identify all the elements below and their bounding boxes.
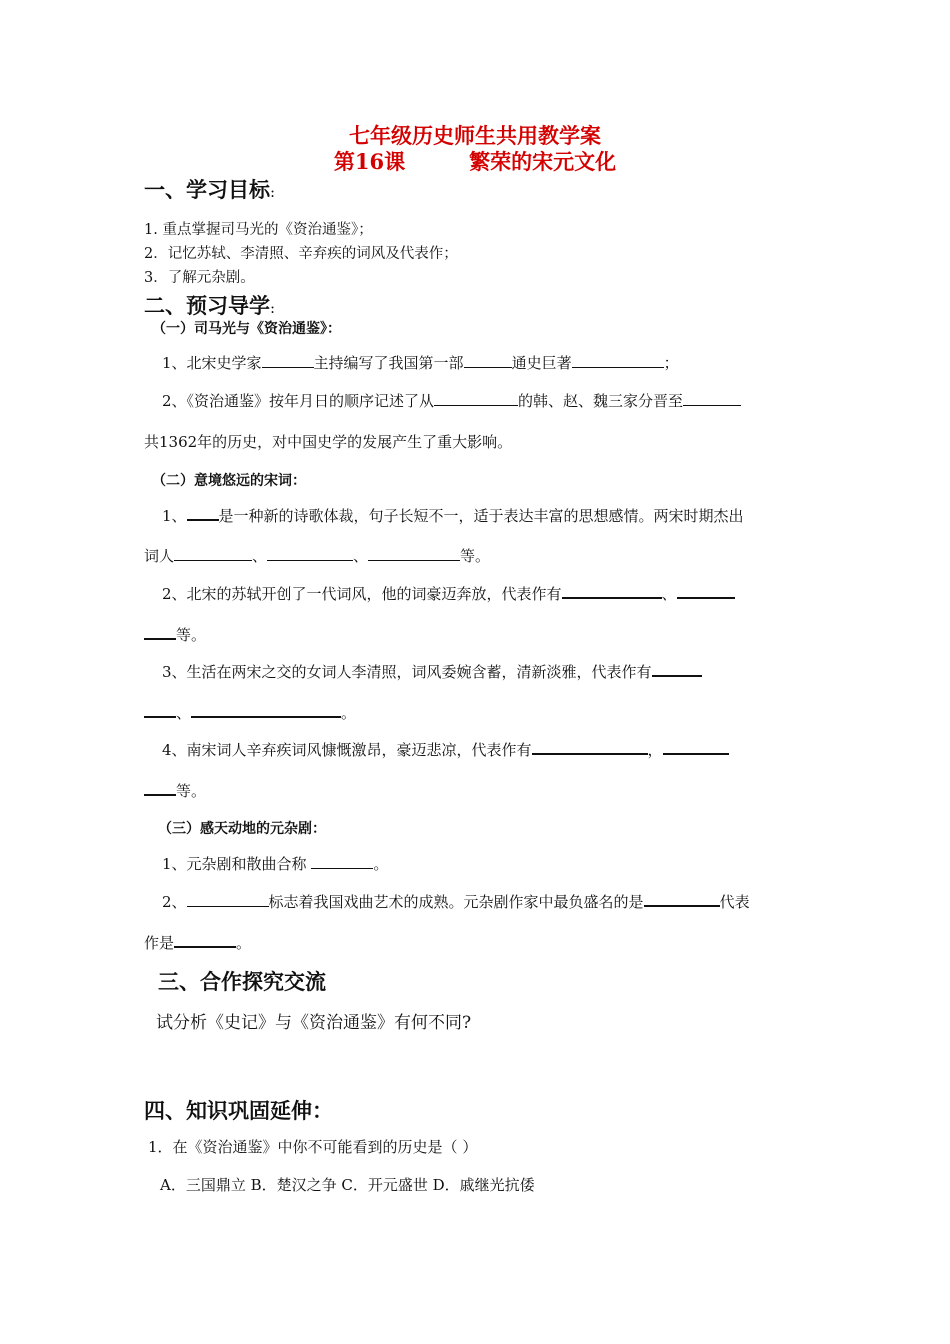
- part2-q4-cont: [144, 780, 206, 801]
- q-text: 2、北宋的苏轼开创了一代词风，他的词豪迈奔放，代表作有: [162, 585, 562, 603]
- answer-blank[interactable]: [191, 704, 341, 718]
- q-text: 。: [341, 704, 357, 722]
- q-text: 。: [373, 855, 389, 873]
- section1-heading-text: 一、学习目标: [144, 177, 270, 202]
- q-text: 、: [176, 704, 192, 722]
- q-text: 作是: [144, 934, 175, 952]
- answer-blank[interactable]: [144, 626, 176, 640]
- answer-blank[interactable]: [464, 355, 512, 368]
- part1-q2: [162, 390, 741, 411]
- q-text: 2、: [162, 893, 187, 911]
- q-text: 、: [252, 547, 268, 565]
- lesson-name: 繁荣的宋元文化: [469, 149, 617, 174]
- part3-q1: [162, 853, 388, 874]
- answer-blank[interactable]: [187, 507, 219, 521]
- q-text: 1、: [162, 507, 187, 525]
- q-text: 等。: [176, 626, 207, 644]
- page-title: 七年级历史师生共用教学案: [349, 123, 601, 148]
- answer-blank[interactable]: [663, 741, 729, 755]
- q-text: 2、《资治通鉴》按年月日的顺序记述了从: [162, 392, 435, 410]
- part2-q1-cont: [144, 545, 490, 566]
- part3-q2: [162, 891, 750, 912]
- q-text: 4、南宋词人辛弃疾词风慷慨激昂，豪迈悲凉，代表作有: [162, 741, 532, 759]
- q-text: 1、北宋史学家: [162, 354, 262, 372]
- part2-q2-cont: [144, 624, 206, 645]
- section2-heading-text: 二、预习导学: [144, 293, 270, 318]
- q-text: 、: [661, 585, 677, 603]
- q-text: 是一种新的诗歌体裁，句子长短不一，适于表达丰富的思想感情。两宋时期杰出: [218, 507, 744, 525]
- q-text: 、: [353, 547, 369, 565]
- section1-heading-colon: :: [270, 183, 276, 201]
- answer-blank[interactable]: [572, 355, 664, 368]
- q-text: 。: [236, 934, 252, 952]
- q-text: 1、元杂剧和散曲合称: [162, 855, 312, 873]
- answer-blank[interactable]: [368, 548, 460, 561]
- q-text: 代表: [719, 893, 750, 911]
- answer-blank[interactable]: [562, 585, 662, 599]
- section4-heading-text: 四、知识巩固延伸: [144, 1098, 312, 1123]
- q-text: 词人: [144, 547, 175, 565]
- q-text: 等。: [460, 547, 491, 565]
- q-text: 主持编写了我国第一部: [313, 354, 464, 372]
- answer-blank[interactable]: [187, 894, 269, 907]
- answer-blank[interactable]: [144, 704, 176, 718]
- answer-blank[interactable]: [262, 355, 314, 368]
- lesson-number: 第16课: [333, 149, 406, 174]
- q-text: ；: [663, 354, 679, 372]
- section3-question: 试分析《史记》与《资治通鉴》有何不同?: [156, 1013, 472, 1033]
- answer-blank[interactable]: [267, 548, 353, 561]
- exercise-q1-options: A．三国鼎立 B．楚汉之争 C．开元盛世 D．戚继光抗倭: [160, 1176, 535, 1194]
- goal-item: 1. 重点掌握司马光的《资治通鉴》；: [144, 222, 373, 238]
- q-text: ，: [647, 741, 663, 759]
- lesson-title: [0, 149, 950, 175]
- answer-blank[interactable]: [311, 856, 373, 869]
- part2-q3: [162, 661, 702, 682]
- section1-heading: [144, 174, 275, 204]
- part2-q3-cont: [144, 702, 356, 723]
- part2-q2: [162, 583, 735, 604]
- goal-item: 2．记忆苏轼、李清照、辛弃疾的词风及代表作；: [144, 246, 458, 262]
- section4-heading: [144, 1095, 333, 1125]
- part3-q2-cont: [144, 932, 251, 953]
- answer-blank[interactable]: [174, 548, 252, 561]
- section3-heading: 三、合作探究交流: [158, 969, 326, 994]
- part1-q1: [162, 352, 679, 373]
- part2-subheading: （二）意境悠远的宋词：: [152, 473, 306, 489]
- answer-blank[interactable]: [144, 782, 176, 796]
- answer-blank[interactable]: [683, 393, 741, 406]
- answer-blank[interactable]: [652, 663, 702, 677]
- section4-heading-colon: ：: [312, 1098, 333, 1123]
- part2-q1: [162, 505, 744, 526]
- answer-blank[interactable]: [434, 393, 518, 406]
- part3-subheading: （三）感天动地的元杂剧：: [158, 821, 326, 837]
- q-text: 通史巨著: [511, 354, 572, 372]
- part1-q2-cont: 共1362年的历史，对中国史学的发展产生了重大影响。: [144, 433, 513, 451]
- answer-blank[interactable]: [677, 585, 735, 599]
- section2-heading: [144, 290, 275, 320]
- part2-q4: [162, 739, 729, 760]
- answer-blank[interactable]: [174, 934, 236, 948]
- answer-blank[interactable]: [644, 893, 720, 907]
- q-text: 3、生活在两宋之交的女词人李清照，词风委婉含蓄，清新淡雅，代表作有: [162, 663, 652, 681]
- goal-item: 3．了解元杂剧。: [144, 270, 255, 286]
- q-text: 等。: [176, 782, 207, 800]
- section2-heading-colon: :: [270, 299, 276, 317]
- q-text: 标志着我国戏曲艺术的成熟。元杂剧作家中最负盛名的是: [268, 893, 644, 911]
- q-text: 的韩、赵、魏三家分晋至: [518, 392, 684, 410]
- exercise-q1: 1．在《资治通鉴》中你不可能看到的历史是（ ）: [148, 1138, 478, 1156]
- part1-subheading: （一）司马光与《资治通鉴》：: [152, 321, 341, 337]
- answer-blank[interactable]: [532, 741, 648, 755]
